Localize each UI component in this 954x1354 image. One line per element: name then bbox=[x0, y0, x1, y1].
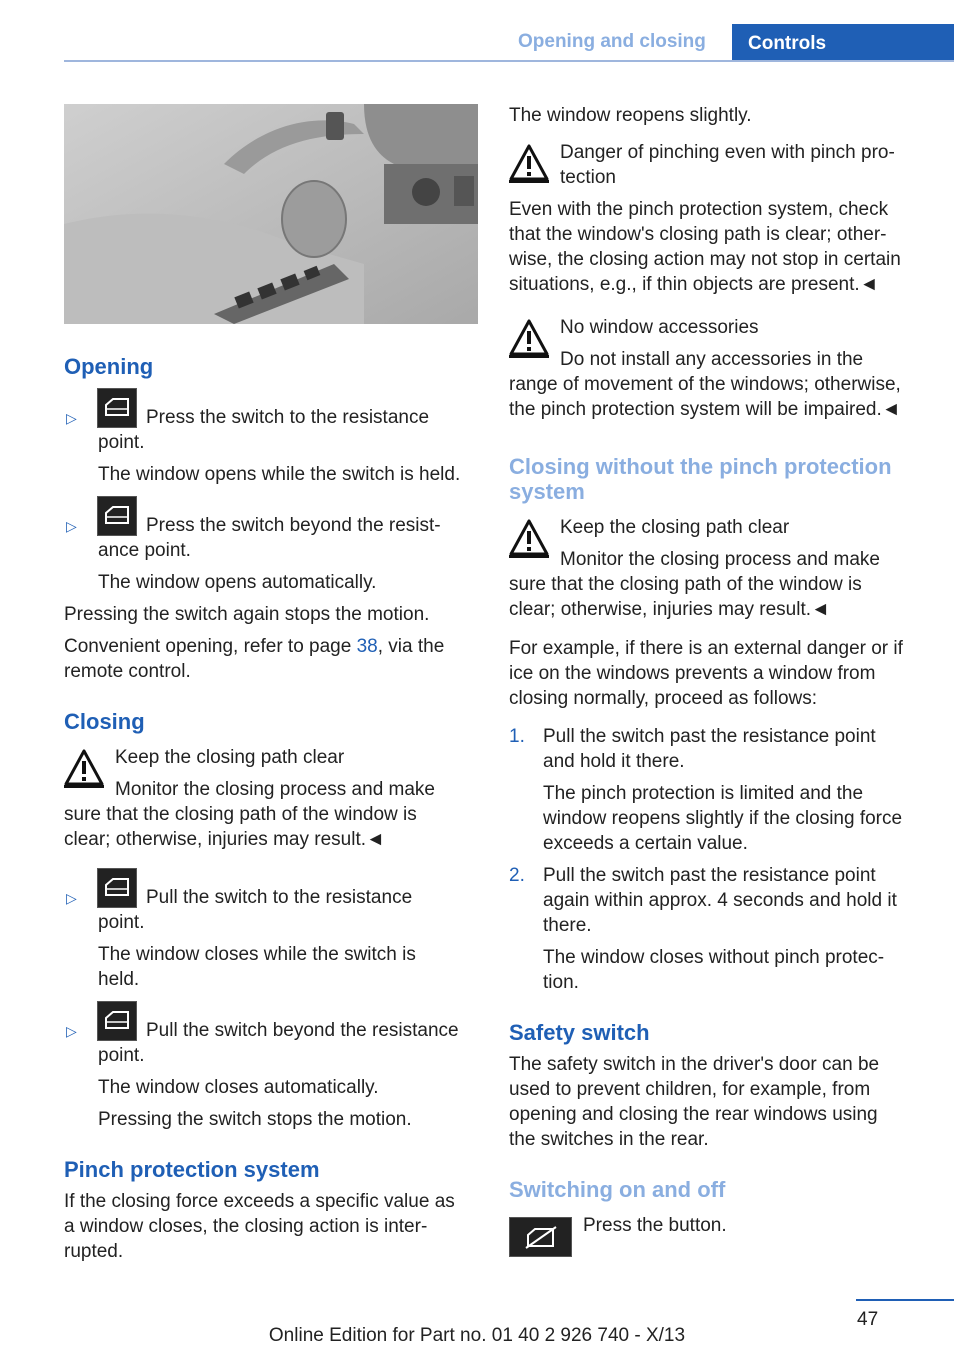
warning1-text: situations, e.g., if thin objects are present.◄ bbox=[509, 274, 879, 295]
bullet-icon: ▷ bbox=[66, 890, 77, 906]
page-number-rule bbox=[856, 1299, 954, 1301]
header-rule bbox=[64, 60, 954, 62]
warning3-text: sure that the closing path of the window is bbox=[509, 574, 862, 595]
warning3-text: Monitor the closing process and make bbox=[560, 549, 880, 570]
closing-warning-title: Keep the closing path clear bbox=[115, 747, 345, 768]
closing-warning-text: Monitor the closing process and make bbox=[115, 779, 435, 800]
heading-closing: Closing bbox=[64, 709, 145, 734]
warning-icon bbox=[64, 748, 104, 788]
warning2-text: Do not install any accessories in the bbox=[560, 349, 864, 370]
window-switch-icon bbox=[97, 388, 137, 428]
warning3-text: clear; otherwise, injuries may result.◄ bbox=[509, 599, 830, 620]
warning1-title: tection bbox=[560, 167, 616, 188]
heading-switching: Switching on and off bbox=[509, 1177, 726, 1202]
step2-text: Pull the switch past the resistance point bbox=[543, 865, 876, 886]
safety-text: used to prevent children, for example, from bbox=[509, 1079, 871, 1100]
bullet-icon: ▷ bbox=[66, 410, 77, 426]
closing-step1-cont: point. bbox=[98, 912, 145, 933]
step1-note: window reopens slightly if the closing force bbox=[543, 808, 903, 829]
opening-step1-cont: point. bbox=[98, 432, 145, 453]
switching-text: Press the button. bbox=[583, 1215, 727, 1236]
reopens-text: The window reopens slightly. bbox=[509, 105, 752, 126]
safety-text: opening and closing the rear windows using bbox=[509, 1104, 878, 1125]
warning-icon bbox=[509, 318, 549, 358]
warning1-text: that the window's closing path is clear; other- bbox=[509, 224, 887, 245]
opening-step1-note: The window opens while the switch is held. bbox=[98, 464, 461, 485]
step2-text: there. bbox=[543, 915, 592, 936]
bullet-icon: ▷ bbox=[66, 518, 77, 534]
opening-para1: Pressing the switch again stops the motion. bbox=[64, 604, 430, 625]
warning2-text: the pinch protection system will be impaired.◄ bbox=[509, 399, 901, 420]
warning1-title: Danger of pinching even with pinch pro- bbox=[560, 142, 895, 163]
step1-note: The pinch protection is limited and the bbox=[543, 783, 864, 804]
warning1-text: wise, the closing action may not stop in certain bbox=[509, 249, 901, 270]
step2-note: The window closes without pinch protec- bbox=[543, 947, 885, 968]
closing-step1: Pull the switch to the resistance bbox=[146, 887, 413, 908]
step2-note: tion. bbox=[543, 972, 579, 993]
closing-step2-note: The window closes automatically. bbox=[98, 1077, 379, 1098]
opening-step2-note: The window opens automatically. bbox=[98, 572, 377, 593]
page-number: 47 bbox=[857, 1309, 879, 1330]
closing-step2-note: Pressing the switch stops the motion. bbox=[98, 1109, 412, 1130]
opening-para2: Convenient opening, refer to page 38, via the bbox=[64, 636, 445, 657]
closing-warning-text: sure that the closing path of the window is bbox=[64, 804, 417, 825]
closing-step2-cont: point. bbox=[98, 1045, 145, 1066]
warning2-title: No window accessories bbox=[560, 317, 759, 338]
warning3-title: Keep the closing path clear bbox=[560, 517, 790, 538]
safety-switch-button-icon bbox=[509, 1217, 572, 1257]
opening-step2-cont: ance point. bbox=[98, 540, 191, 561]
warning2-text: range of movement of the windows; otherwise, bbox=[509, 374, 901, 395]
procedure-intro: ice on the windows prevents a window from bbox=[509, 663, 876, 684]
step-number: 1. bbox=[509, 726, 525, 747]
heading-safety-switch: Safety switch bbox=[509, 1020, 650, 1045]
header-chapter-tab: Controls bbox=[732, 24, 954, 62]
heading-opening: Opening bbox=[64, 354, 154, 379]
step-number: 2. bbox=[509, 865, 525, 886]
safety-text: the switches in the rear. bbox=[509, 1129, 709, 1150]
closing-warning-text: clear; otherwise, injuries may result.◄ bbox=[64, 829, 385, 850]
procedure-intro: For example, if there is an external danger or if bbox=[509, 638, 903, 659]
pinch-text: If the closing force exceeds a specific value as bbox=[64, 1191, 455, 1212]
closing-step1-note: The window closes while the switch is bbox=[98, 944, 416, 965]
heading-closing-no-pinch: system bbox=[509, 479, 585, 504]
safety-text: The safety switch in the driver's door can be bbox=[509, 1054, 880, 1075]
window-switch-icon bbox=[97, 868, 137, 908]
warning-icon bbox=[509, 518, 549, 558]
page-link[interactable]: 38 bbox=[356, 636, 378, 657]
footer-edition: Online Edition for Part no. 01 40 2 926 740 - X/13 bbox=[268, 1325, 686, 1346]
bullet-icon: ▷ bbox=[66, 1023, 77, 1039]
step1-text: Pull the switch past the resistance point bbox=[543, 726, 876, 747]
closing-step1-note: held. bbox=[98, 969, 140, 990]
procedure-intro: closing normally, proceed as follows: bbox=[509, 688, 818, 709]
door-panel-photo bbox=[64, 104, 478, 324]
window-switch-icon bbox=[97, 496, 137, 536]
opening-para2-cont: remote control. bbox=[64, 661, 191, 682]
heading-closing-no-pinch: Closing without the pinch protection bbox=[509, 454, 892, 479]
warning1-text: Even with the pinch protection system, check bbox=[509, 199, 889, 220]
pinch-text: a window closes, the closing action is inter- bbox=[64, 1216, 428, 1237]
step1-note: exceeds a certain value. bbox=[543, 833, 748, 854]
warning-icon bbox=[509, 143, 549, 183]
step1-text: and hold it there. bbox=[543, 751, 685, 772]
pinch-text: rupted. bbox=[64, 1241, 124, 1262]
header-section-title: Opening and closing bbox=[518, 31, 706, 52]
step2-text: again within approx. 4 seconds and hold it bbox=[543, 890, 897, 911]
heading-pinch-protection: Pinch protection system bbox=[64, 1157, 320, 1182]
opening-step2: Press the switch beyond the resist- bbox=[146, 515, 441, 536]
opening-step1: Press the switch to the resistance bbox=[146, 407, 430, 428]
window-switch-icon bbox=[97, 1001, 137, 1041]
closing-step2: Pull the switch beyond the resistance bbox=[146, 1020, 459, 1041]
